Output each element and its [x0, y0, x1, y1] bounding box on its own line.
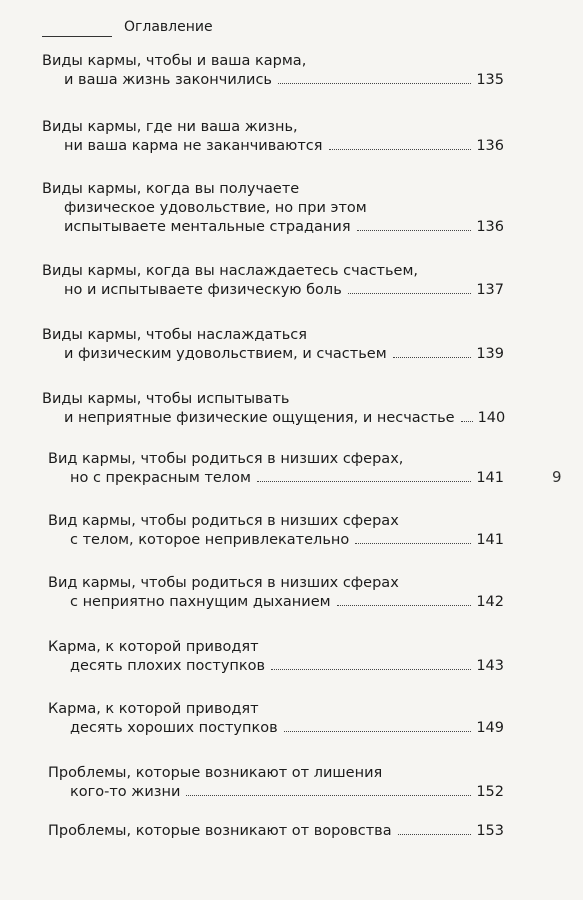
toc-entry-text: с телом, которое непривлекательно	[70, 532, 350, 548]
toc-entry[interactable]	[48, 822, 504, 841]
toc-page-number: 153	[476, 823, 504, 839]
toc-entry-text: с неприятно пахнущим дыханием	[70, 594, 331, 610]
toc-entry[interactable]	[42, 262, 504, 300]
toc-entry[interactable]	[42, 390, 504, 428]
toc-entry-text: ни ваша карма не заканчиваются	[64, 138, 323, 154]
toc-header-rule	[42, 36, 112, 37]
toc-dot-leader	[355, 543, 471, 544]
side-page-number: 9	[552, 468, 562, 486]
toc-entry[interactable]	[42, 52, 504, 90]
toc-entry-text: и физическим удовольствием, и счастьем	[64, 346, 387, 362]
toc-entry[interactable]	[48, 450, 504, 488]
toc-dot-leader	[461, 421, 473, 422]
toc-entry[interactable]	[48, 700, 504, 738]
toc-entry-text: но и испытываете физическую боль	[64, 282, 342, 298]
toc-entry[interactable]	[42, 180, 504, 237]
toc-entry[interactable]	[42, 326, 504, 364]
toc-header-title: Оглавление	[124, 19, 213, 35]
toc-entry-text: Виды кармы, где ни ваша жизнь,	[42, 119, 298, 135]
toc-page-number: 141	[476, 532, 504, 548]
toc-dot-leader	[186, 795, 471, 796]
toc-dot-leader	[329, 149, 472, 150]
toc-entry-text: Вид кармы, чтобы родиться в низших сферах	[48, 513, 399, 529]
toc-page-number: 139	[476, 346, 504, 362]
toc-dot-leader	[398, 834, 472, 835]
toc-entry[interactable]	[48, 512, 504, 550]
toc-page-number: 141	[476, 470, 504, 486]
toc-dot-leader	[271, 669, 471, 670]
toc-page-number: 136	[476, 219, 504, 235]
toc-entry[interactable]	[48, 574, 504, 612]
toc-entry-text: Виды кармы, чтобы испытывать	[42, 391, 290, 407]
toc-entry-text: десять хороших поступков	[70, 720, 278, 736]
toc-entry-text: Виды кармы, чтобы и ваша карма,	[42, 53, 307, 69]
toc-entry-text: Виды кармы, чтобы наслаждаться	[42, 327, 307, 343]
toc-entry-text: и ваша жизнь закончились	[64, 72, 272, 88]
toc-entry-text: физическое удовольствие, но при этом	[64, 200, 367, 216]
toc-dot-leader	[348, 293, 472, 294]
toc-entry-text: но с прекрасным телом	[70, 470, 251, 486]
toc-entry[interactable]	[48, 638, 504, 676]
toc-entry-text: испытываете ментальные страдания	[64, 219, 351, 235]
toc-entry-text: кого-то жизни	[70, 784, 181, 800]
toc-entry-text: Карма, к которой приводят	[48, 701, 259, 717]
toc-page-number: 142	[476, 594, 504, 610]
toc-entry-text: и неприятные физические ощущения, и несчастье	[64, 410, 455, 426]
toc-entry-text: Проблемы, которые возникают от лишения	[48, 765, 383, 781]
toc-entry-text: Виды кармы, когда вы получаете	[42, 181, 300, 197]
toc-entry[interactable]	[42, 118, 504, 156]
toc-dot-leader	[278, 83, 471, 84]
toc-dot-leader	[357, 230, 472, 231]
toc-entry-text: Карма, к которой приводят	[48, 639, 259, 655]
toc-dot-leader	[257, 481, 471, 482]
toc-page-number: 135	[476, 72, 504, 88]
toc-entry-text: Проблемы, которые возникают от воровства	[48, 823, 392, 839]
toc-dot-leader	[284, 731, 472, 732]
toc-page-number: 149	[476, 720, 504, 736]
toc-page-number: 152	[476, 784, 504, 800]
toc-dot-leader	[337, 605, 472, 606]
toc-entry-text: десять плохих поступков	[70, 658, 266, 674]
toc-entry-text: Виды кармы, когда вы наслаждаетесь счастьем,	[42, 263, 419, 279]
toc-entry-text: Вид кармы, чтобы родиться в низших сферах	[48, 575, 399, 591]
toc-entry[interactable]	[48, 764, 504, 802]
toc-page-number: 140	[477, 410, 506, 426]
toc-entry-text: Вид кармы, чтобы родиться в низших сферах,	[48, 451, 404, 467]
toc-dot-leader	[393, 357, 472, 358]
toc-page-number: 136	[476, 138, 504, 154]
toc-page-number: 137	[476, 282, 504, 298]
toc-page-number: 143	[476, 658, 504, 674]
